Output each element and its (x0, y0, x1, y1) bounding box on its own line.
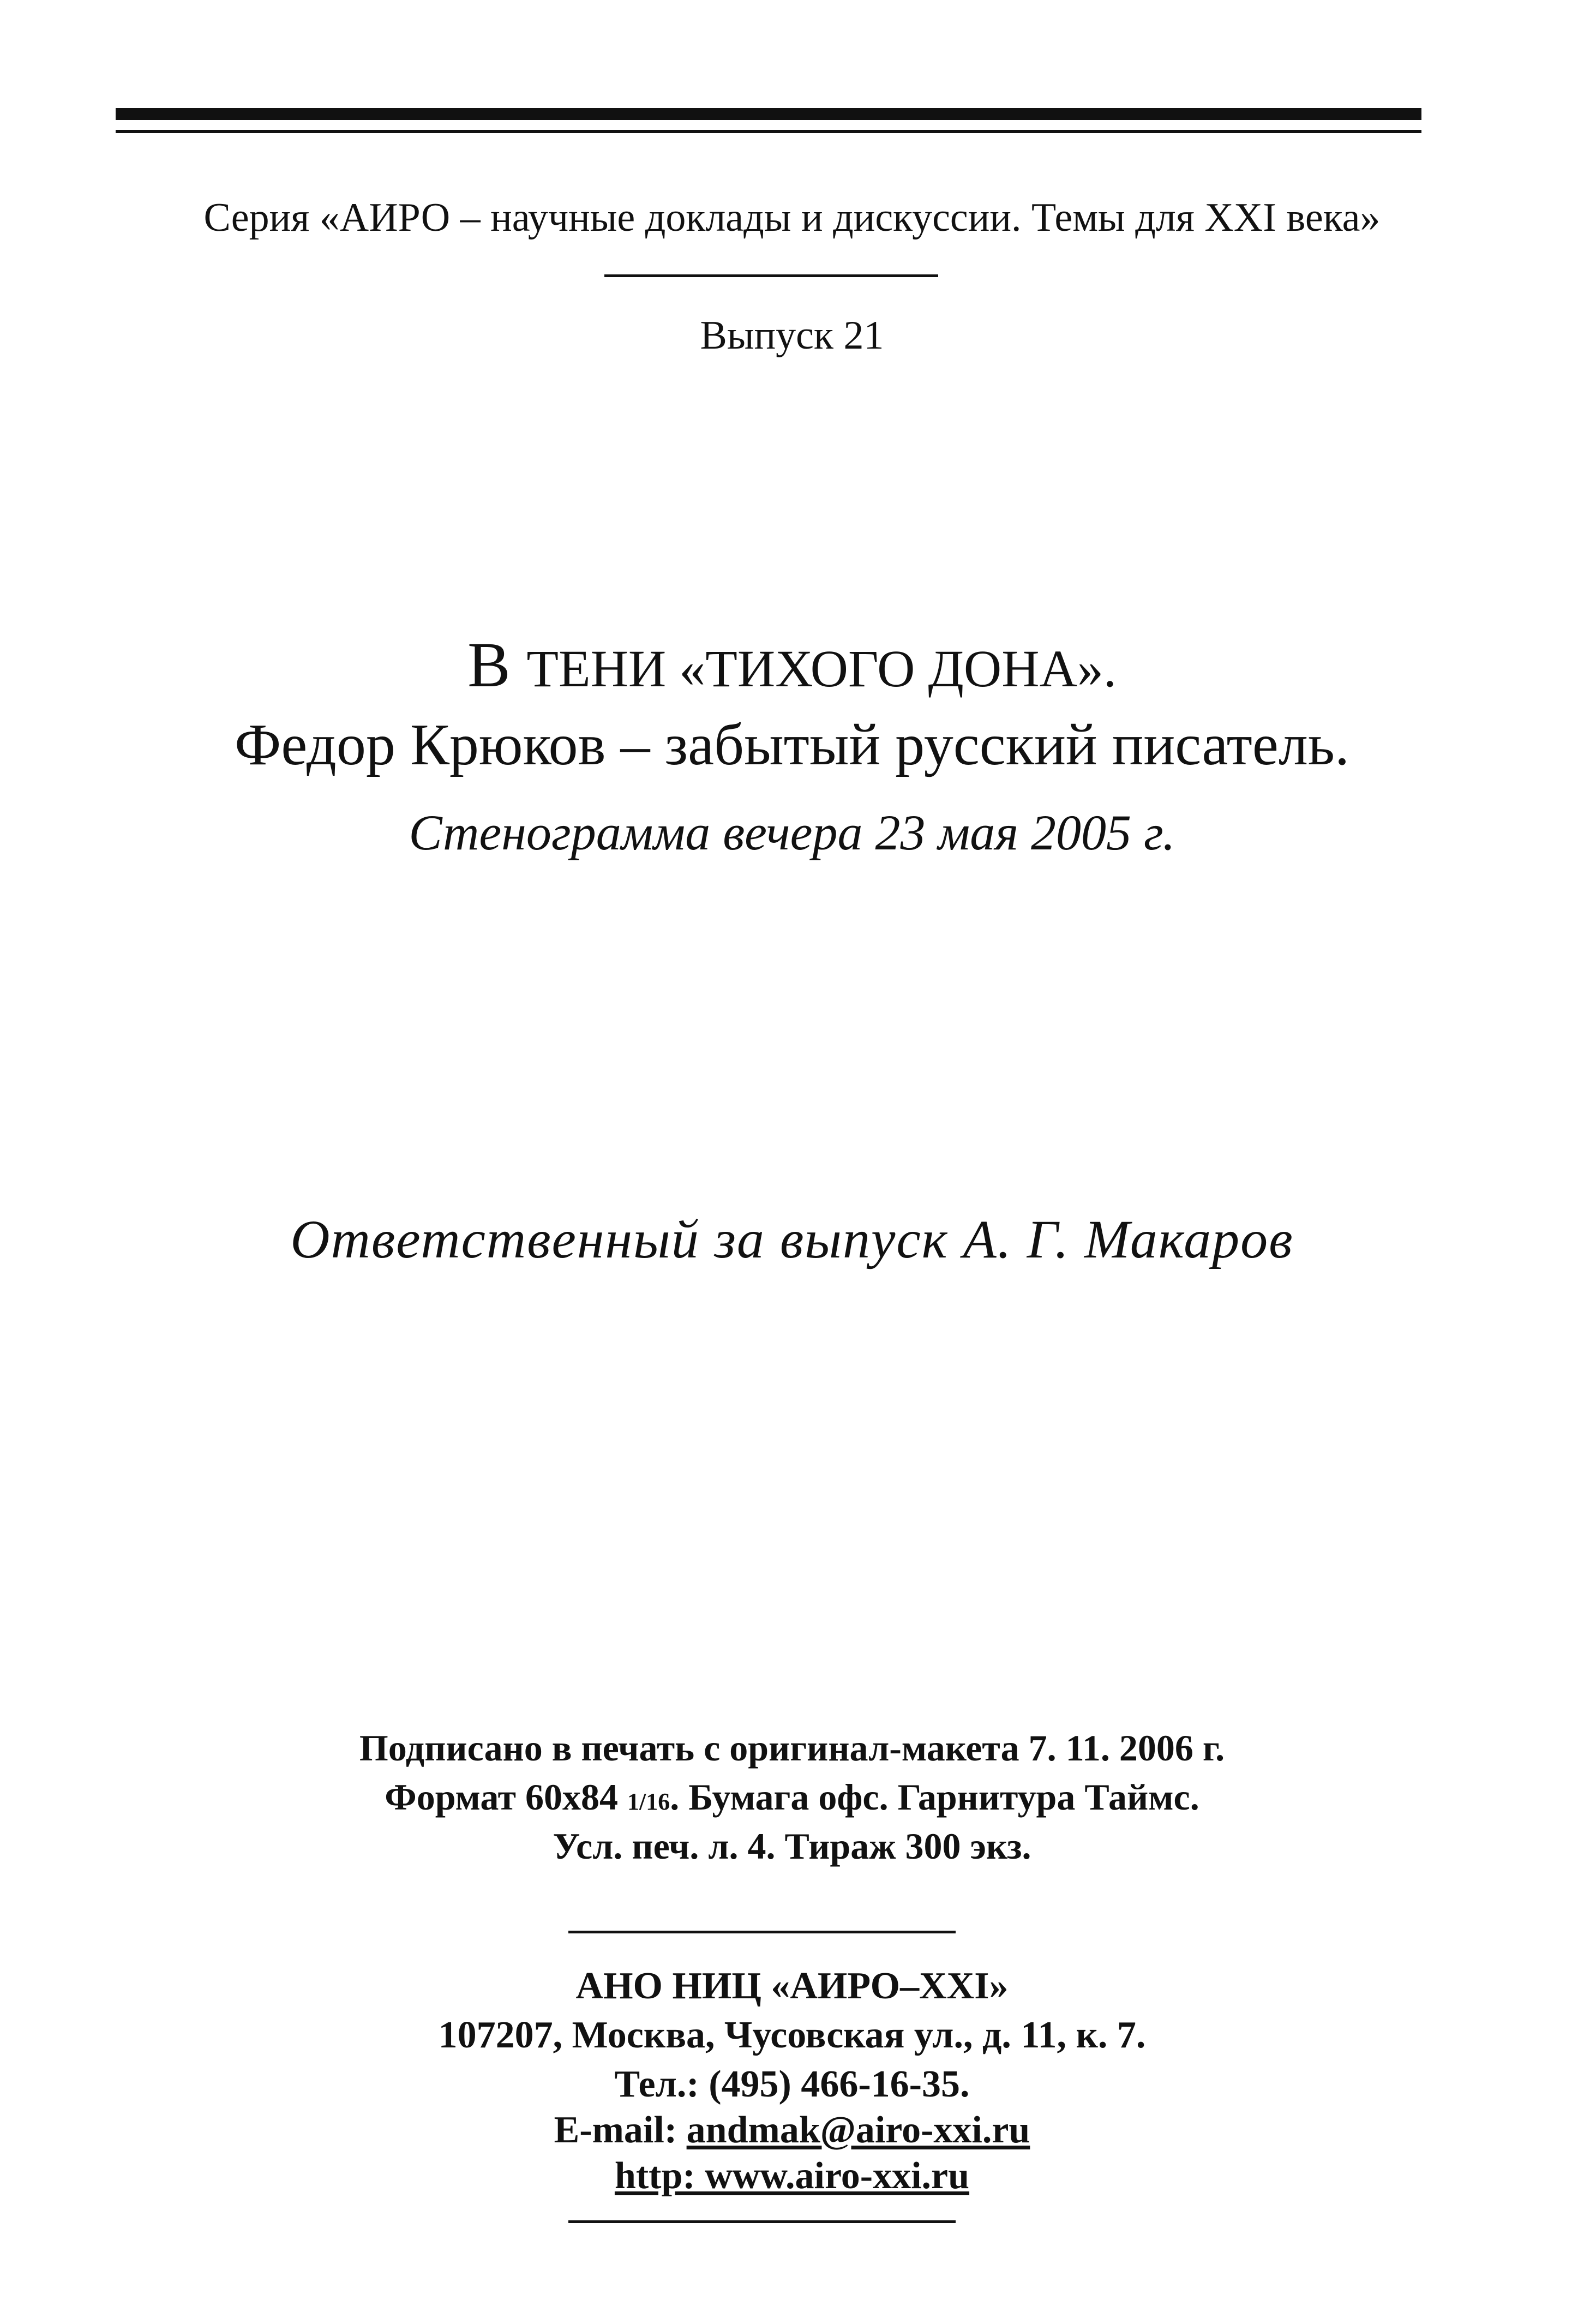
imprint-format (0, 1778, 1584, 1816)
imprint-signed: Подписано в печать с оригинал-макета 7. 11. 2006 г. (359, 1727, 1225, 1769)
series-title: Серия «АИРО – научные доклады и дискуссии. Темы для XXI века» (203, 195, 1381, 240)
imprint-print-run: Усл. печ. л. 4. Тираж 300 экз. (553, 1825, 1031, 1867)
email-label: E-mail: (554, 2109, 687, 2151)
issue-number: Выпуск 21 (700, 313, 884, 358)
website-link[interactable]: http: www.airo-xxi.ru (614, 2155, 970, 2197)
book-subtitle: Федор Крюков – забытый русский писатель. (235, 712, 1349, 777)
publisher-name: АНО НИЦ «АИРО–XXI» (575, 1965, 1009, 2007)
imprint-format-before: Формат 60x84 (385, 1776, 627, 1818)
publisher-address: 107207, Москва, Чусовская ул., д. 11, к. 7. (438, 2014, 1146, 2056)
publisher-divider-top (568, 1931, 956, 1933)
series-divider (604, 274, 938, 277)
book-title-smallcaps: ТЕНИ «ТИХОГО ДОНА». (526, 639, 1117, 698)
book-title-prefix: В (467, 629, 527, 700)
top-thick-rule (116, 108, 1421, 120)
top-thin-rule (116, 130, 1421, 133)
imprint-format-after: . Бумага офс. Гарнитура Таймс. (670, 1776, 1199, 1818)
publisher-phone: Тел.: (495) 466-16-35. (614, 2063, 970, 2105)
publisher-website-line (0, 2157, 1584, 2195)
responsible-editor: Ответственный за выпуск А. Г. Макаров (290, 1209, 1294, 1269)
imprint-format-fraction: 1/16 (627, 1788, 670, 1815)
book-title (0, 629, 1584, 700)
book-caption: Стенограмма вечера 23 мая 2005 г. (409, 805, 1175, 860)
publisher-email-line (0, 2111, 1584, 2149)
email-link[interactable]: andmak@airo-xxi.ru (686, 2109, 1030, 2151)
publisher-divider-bottom (568, 2220, 956, 2223)
